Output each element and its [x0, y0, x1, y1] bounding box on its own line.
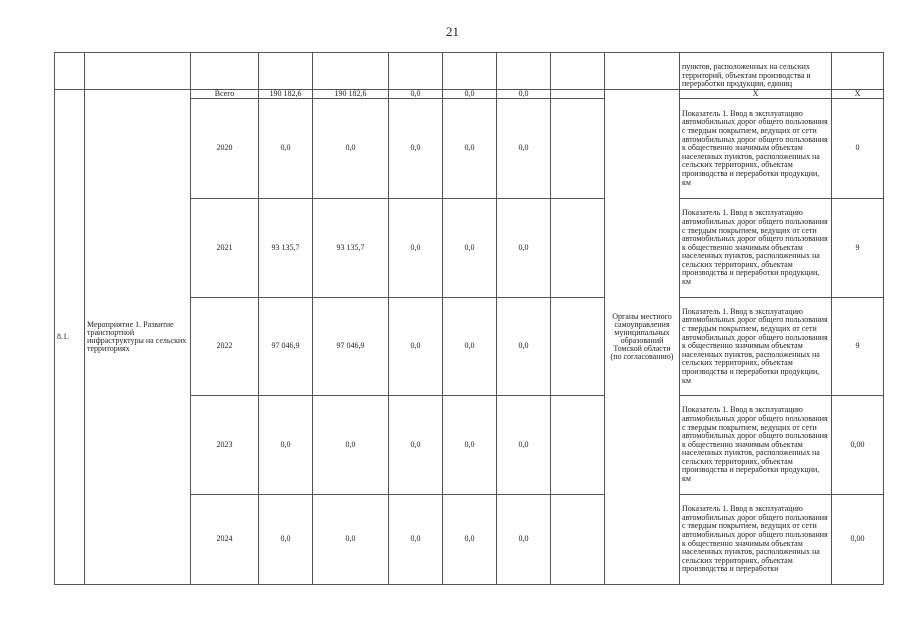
year-cell: 2020 [191, 99, 259, 199]
value-cell: 93 135,7 [313, 199, 389, 298]
year-cell: 2022 [191, 298, 259, 396]
value-cell: 0,0 [443, 199, 497, 298]
cell-empty [551, 495, 605, 585]
indicator-cell: Показатель 1. Ввод в эксплуатацию автомобильных дорог общего пользования с твердым покрытием, ведущих от сети автомобильных дорог общего пользования к общественно значимым объектам населенных пунктов, расположенных на сельских территориях, объектам производства и переработки продукции, км [680, 199, 832, 298]
value-cell: 0,0 [497, 396, 551, 495]
target-cell: 9 [832, 199, 884, 298]
page-number: 21 [446, 24, 459, 39]
item-number: 8.1. [55, 90, 85, 585]
value-cell: 0,0 [443, 298, 497, 396]
indicator-cell: Показатель 1. Ввод в эксплуатацию автомобильных дорог общего пользования с твердым покрытием, ведущих от сети автомобильных дорог общего пользования к общественно значимым объектам населенных пунктов, расположенных на сельских территориях, объектам производства и переработки продукции, км [680, 99, 832, 199]
value-cell: 0,0 [497, 298, 551, 396]
indicator-tail: пунктов, расположенных на сельских территорий, объектам производства и переработки продукции, единиц [680, 53, 832, 90]
cell-empty [551, 90, 605, 99]
target-cell: 0 [832, 99, 884, 199]
value-cell: 0,0 [259, 396, 313, 495]
cell-empty [85, 53, 191, 90]
total-value: 190 182,6 [313, 90, 389, 99]
cell-empty [605, 53, 680, 90]
value-cell: 0,0 [389, 495, 443, 585]
value-cell: 97 046,9 [259, 298, 313, 396]
cell-empty [551, 99, 605, 199]
value-cell: 0,0 [389, 396, 443, 495]
cell-empty [191, 53, 259, 90]
value-cell: 0,0 [497, 99, 551, 199]
total-value: 0,0 [497, 90, 551, 99]
cell-empty [443, 53, 497, 90]
total-indicator: Х [680, 90, 832, 99]
value-cell: 0,0 [313, 99, 389, 199]
indicator-cell: Показатель 1. Ввод в эксплуатацию автомобильных дорог общего пользования с твердым покрытием, ведущих от сети автомобильных дорог общего пользования к общественно значимым объектам населенных пунктов, расположенных на сельских территориях, объектам производства и переработки [680, 495, 832, 585]
value-cell: 0,0 [497, 495, 551, 585]
total-value: 190 182,6 [259, 90, 313, 99]
value-cell: 0,0 [259, 495, 313, 585]
cell-empty [832, 53, 884, 90]
total-target: Х [832, 90, 884, 99]
value-cell: 0,0 [497, 199, 551, 298]
indicator-cell: Показатель 1. Ввод в эксплуатацию автомобильных дорог общего пользования с твердым покрытием, ведущих от сети автомобильных дорог общего пользования к общественно значимым объектам населенных пунктов, расположенных на сельских территориях, объектам производства и переработки продукции, км [680, 396, 832, 495]
value-cell: 97 046,9 [313, 298, 389, 396]
year-cell: 2021 [191, 199, 259, 298]
cell-empty [551, 298, 605, 396]
total-row [55, 90, 884, 99]
value-cell: 93 135,7 [259, 199, 313, 298]
total-value: 0,0 [443, 90, 497, 99]
total-value: 0,0 [389, 90, 443, 99]
value-cell: 0,0 [259, 99, 313, 199]
executor: Органы местного самоуправления муниципальных образований Томской области (по согласованию) [605, 90, 680, 585]
cell-empty [497, 53, 551, 90]
year-cell: 2023 [191, 396, 259, 495]
continued-row [55, 53, 884, 90]
target-cell: 9 [832, 298, 884, 396]
target-cell: 0,00 [832, 495, 884, 585]
value-cell: 0,0 [313, 495, 389, 585]
cell-empty [259, 53, 313, 90]
value-cell: 0,0 [313, 396, 389, 495]
year-cell: 2024 [191, 495, 259, 585]
cell-empty [55, 53, 85, 90]
value-cell: 0,0 [389, 298, 443, 396]
cell-empty [389, 53, 443, 90]
value-cell: 0,0 [389, 199, 443, 298]
cell-empty [551, 396, 605, 495]
target-cell: 0,00 [832, 396, 884, 495]
program-table [54, 52, 884, 585]
cell-empty [551, 199, 605, 298]
value-cell: 0,0 [443, 495, 497, 585]
cell-empty [313, 53, 389, 90]
item-name: Мероприятие 1. Развитие транспортной инфраструктуры на сельских территориях [85, 90, 191, 585]
value-cell: 0,0 [443, 99, 497, 199]
cell-empty [551, 53, 605, 90]
indicator-cell: Показатель 1. Ввод в эксплуатацию автомобильных дорог общего пользования с твердым покрытием, ведущих от сети автомобильных дорог общего пользования к общественно значимым объектам населенных пунктов, расположенных на сельских территориях, объектам производства и переработки продукции, км [680, 298, 832, 396]
value-cell: 0,0 [389, 99, 443, 199]
value-cell: 0,0 [443, 396, 497, 495]
total-label: Всего [191, 90, 259, 99]
